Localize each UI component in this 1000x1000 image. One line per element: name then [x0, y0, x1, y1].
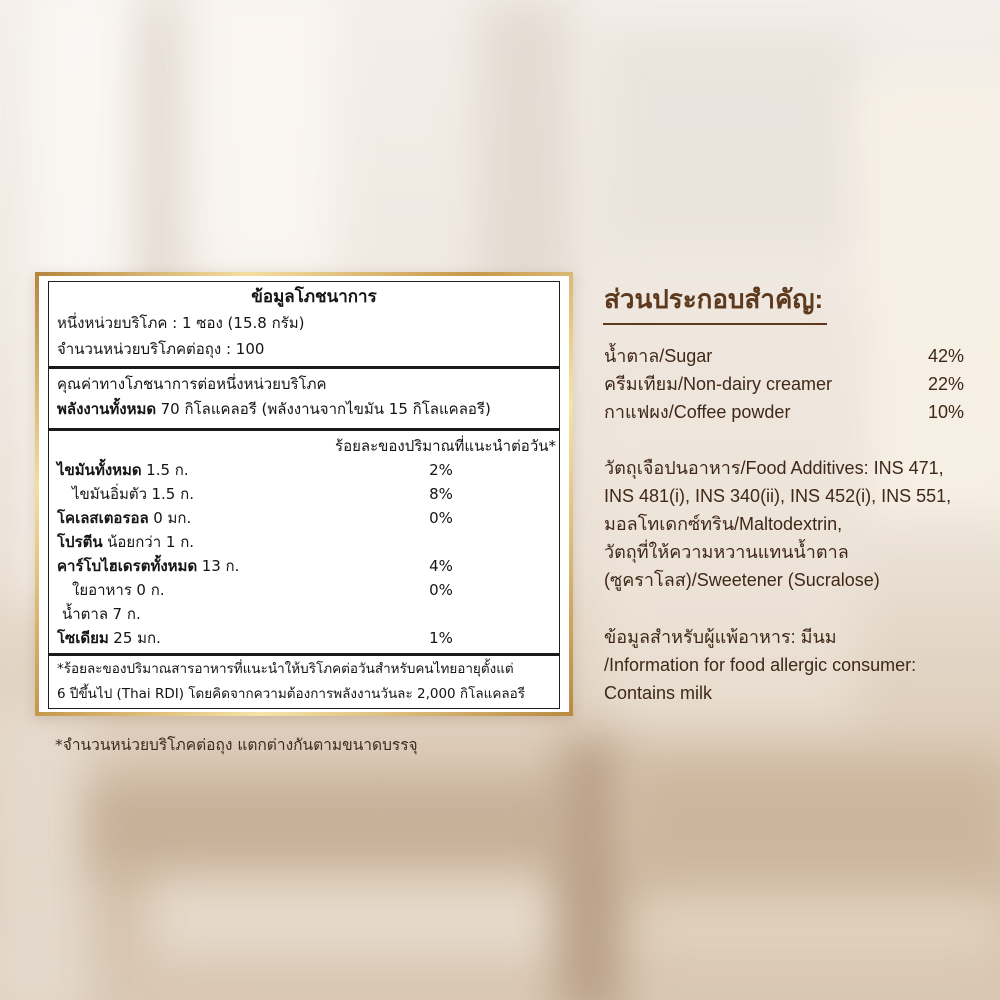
nutrient-row-dietary-fiber	[49, 578, 559, 602]
nutrient-daily-percent: 4%	[429, 557, 453, 575]
nutrient-name: คาร์โบไฮเดรตทั้งหมด	[57, 557, 198, 575]
energy-label: พลังงานทั้งหมด	[57, 400, 157, 418]
ingredient-row-creamer	[604, 370, 964, 398]
energy-line	[49, 397, 559, 422]
nutrient-daily-percent: 0%	[429, 509, 453, 527]
nutrient-row-total-carbohydrate	[49, 554, 559, 578]
ingredients-list	[604, 342, 964, 426]
nutrient-name: โปรตีน	[57, 533, 103, 551]
nutrient-amount: 0 ก.	[136, 581, 165, 599]
ingredient-row-coffee	[604, 398, 964, 426]
allergy-info-paragraph	[604, 623, 996, 707]
ingredient-name: น้ำตาล/Sugar	[604, 346, 713, 366]
ingredient-name: ครีมเทียม/Non-dairy creamer	[604, 374, 833, 394]
nutrient-amount: 1.5 ก.	[151, 485, 194, 503]
additives-line: วัตถุที่ให้ความหวานแทนน้ำตาล	[604, 542, 849, 562]
nutrition-label-panel	[39, 276, 569, 712]
label-footnote-line: *ร้อยละของปริมาณสารอาหารที่แนะนำให้บริโภคต่อวันสำหรับคนไทยอายุตั้งแต่	[57, 661, 514, 677]
nutrient-daily-percent: 1%	[429, 629, 453, 647]
nutrient-row-sodium	[49, 626, 559, 650]
background-blob	[600, 30, 860, 250]
nutrition-label-gold-frame	[35, 272, 573, 716]
nutrient-amount: 1.5 ก.	[146, 461, 189, 479]
nutrient-row-saturated-fat	[49, 482, 559, 506]
label-title: ข้อมูลโภชนาการ	[251, 287, 377, 307]
nutrient-amount: 13 ก.	[201, 557, 240, 575]
ingredient-percent: 42%	[927, 346, 964, 366]
nutrition-label	[48, 281, 560, 709]
nutrient-name: ไขมันอิ่มตัว	[72, 485, 147, 503]
daily-value-heading: ร้อยละของปริมาณที่แนะนำต่อวัน*	[335, 437, 556, 455]
ingredient-percent: 10%	[927, 402, 964, 422]
nutrient-row-protein	[49, 530, 559, 554]
background-blob	[480, 0, 570, 300]
label-header-section	[49, 282, 559, 366]
label-nutrients-section	[49, 431, 559, 653]
label-energy-section	[49, 369, 559, 428]
ingredient-row-sugar	[604, 342, 964, 370]
ingredients-heading-underline	[603, 323, 827, 325]
nutrient-daily-percent: 0%	[429, 581, 453, 599]
additives-line: มอลโทเดกซ์ทริน/Maltodextrin,	[604, 514, 843, 534]
energy-value: 70 กิโลแคลอรี (พลังงานจากไขมัน 15 กิโลแคลอรี)	[160, 400, 491, 418]
nutrient-name: น้ำตาล	[62, 605, 109, 623]
ingredients-heading: ส่วนประกอบสำคัญ:	[604, 284, 824, 314]
background-blob	[630, 760, 1000, 880]
allergy-line: /Information for food allergic consumer:	[604, 655, 917, 675]
serving-size-note: *จำนวนหน่วยบริโภคต่อถุง แตกต่างกันตามขนาดบรรจุ	[55, 736, 418, 754]
ingredient-percent: 22%	[927, 374, 964, 394]
allergy-line: ข้อมูลสำหรับผู้แพ้อาหาร: มีนม	[604, 627, 837, 647]
allergy-line: Contains milk	[604, 683, 713, 703]
nutrient-row-cholesterol	[49, 506, 559, 530]
food-additives-paragraph	[604, 454, 996, 594]
nutrient-daily-percent: 8%	[429, 485, 453, 503]
nutrient-amount: 0 มก.	[153, 509, 192, 527]
servings-per-pack: จำนวนหน่วยบริโภคต่อถุง : 100	[57, 340, 265, 358]
serving-size: หนึ่งหน่วยบริโภค : 1 ซอง (15.8 กรัม)	[57, 314, 305, 332]
background-blob	[150, 880, 560, 960]
nutrient-name: ใยอาหาร	[72, 581, 132, 599]
background-blob	[560, 740, 620, 1000]
label-footnote-line: 6 ปีขึ้นไป (Thai RDI) โดยคิดจากความต้องการพลังงานวันละ 2,000 กิโลแคลอรี	[57, 686, 525, 702]
nutrient-name: ไขมันทั้งหมด	[57, 461, 142, 479]
nutrient-amount: น้อยกว่า 1 ก.	[107, 533, 195, 551]
additives-line: วัตถุเจือปนอาหาร/Food Additives: INS 471,	[604, 458, 944, 478]
nutrient-daily-percent: 2%	[429, 461, 453, 479]
per-serving-heading: คุณค่าทางโภชนาการต่อหนึ่งหน่วยบริโภค	[57, 375, 327, 393]
background-blob	[640, 900, 1000, 960]
nutrient-row-total-fat	[49, 458, 559, 482]
nutrient-row-sugar	[49, 602, 559, 626]
nutrient-name: โคเลสเตอรอล	[57, 509, 149, 527]
nutrient-name: โซเดียม	[57, 629, 109, 647]
ingredient-name: กาแฟผง/Coffee powder	[604, 402, 791, 422]
additives-line: (ซูคราโลส)/Sweetener (Sucralose)	[604, 570, 880, 590]
additives-line: INS 481(i), INS 340(ii), INS 452(i), INS 551,	[604, 486, 952, 506]
nutrient-amount: 25 มก.	[113, 629, 161, 647]
label-footnote-section	[49, 656, 559, 707]
background-blob	[195, 0, 335, 280]
nutrient-amount: 7 ก.	[112, 605, 141, 623]
background-blob	[90, 780, 560, 870]
